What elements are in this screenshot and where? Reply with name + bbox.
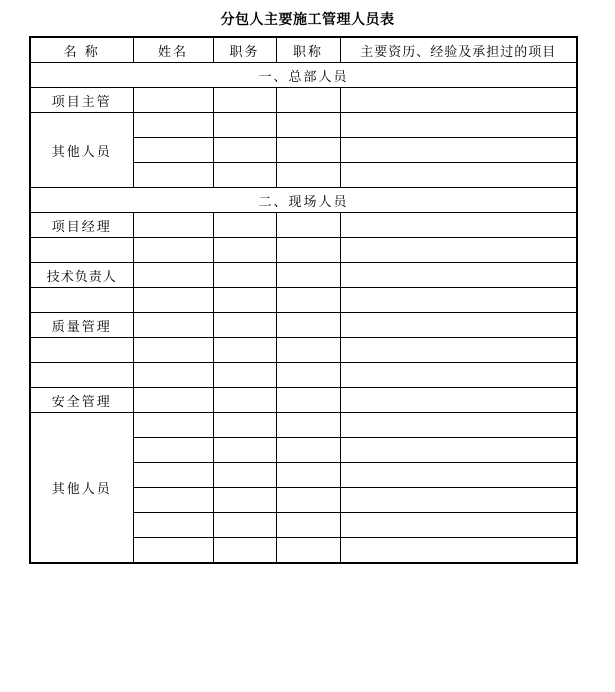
cell-position[interactable] — [213, 238, 276, 263]
cell-position[interactable] — [213, 338, 276, 363]
cell-rank[interactable] — [276, 413, 340, 438]
cell-rank[interactable] — [276, 438, 340, 463]
cell-experience[interactable] — [340, 388, 577, 413]
header-experience: 主要资历、经验及承担过的项目 — [340, 37, 577, 63]
cell-position[interactable] — [213, 263, 276, 288]
staff-table — [29, 36, 578, 564]
table-row — [30, 313, 577, 338]
cell-experience[interactable] — [340, 538, 577, 564]
cell-position[interactable] — [213, 363, 276, 388]
cell-position[interactable] — [213, 163, 276, 188]
table-row — [30, 388, 577, 413]
cell-rank[interactable] — [276, 88, 340, 113]
role-technical-lead: 技术负责人 — [30, 263, 133, 288]
cell-person[interactable] — [133, 388, 213, 413]
section-row-site — [30, 188, 577, 213]
cell-experience[interactable] — [340, 438, 577, 463]
cell-person[interactable] — [133, 538, 213, 564]
cell-position[interactable] — [213, 88, 276, 113]
cell-experience[interactable] — [340, 213, 577, 238]
cell-person[interactable] — [133, 238, 213, 263]
cell-rank[interactable] — [276, 513, 340, 538]
cell-experience[interactable] — [340, 313, 577, 338]
cell-role-blank[interactable] — [30, 288, 133, 313]
cell-position[interactable] — [213, 513, 276, 538]
cell-rank[interactable] — [276, 238, 340, 263]
cell-rank[interactable] — [276, 388, 340, 413]
cell-person[interactable] — [133, 488, 213, 513]
cell-experience[interactable] — [340, 138, 577, 163]
cell-person[interactable] — [133, 138, 213, 163]
cell-experience[interactable] — [340, 238, 577, 263]
cell-rank[interactable] — [276, 488, 340, 513]
cell-experience[interactable] — [340, 513, 577, 538]
cell-rank[interactable] — [276, 113, 340, 138]
cell-role-blank[interactable] — [30, 363, 133, 388]
table-row — [30, 413, 577, 438]
cell-experience[interactable] — [340, 88, 577, 113]
cell-rank[interactable] — [276, 163, 340, 188]
cell-position[interactable] — [213, 288, 276, 313]
cell-experience[interactable] — [340, 488, 577, 513]
cell-position[interactable] — [213, 313, 276, 338]
table-row — [30, 238, 577, 263]
cell-rank[interactable] — [276, 213, 340, 238]
role-quality-manager: 质量管理 — [30, 313, 133, 338]
cell-position[interactable] — [213, 213, 276, 238]
cell-position[interactable] — [213, 488, 276, 513]
cell-position[interactable] — [213, 463, 276, 488]
cell-position[interactable] — [213, 438, 276, 463]
cell-person[interactable] — [133, 338, 213, 363]
cell-person[interactable] — [133, 313, 213, 338]
cell-person[interactable] — [133, 163, 213, 188]
document-title: 分包人主要施工管理人员表 — [220, 12, 395, 28]
table-row — [30, 288, 577, 313]
header-row — [30, 37, 577, 63]
table-row — [30, 363, 577, 388]
cell-person[interactable] — [133, 513, 213, 538]
cell-role-blank[interactable] — [30, 338, 133, 363]
cell-person[interactable] — [133, 413, 213, 438]
cell-person[interactable] — [133, 263, 213, 288]
cell-position[interactable] — [213, 413, 276, 438]
cell-person[interactable] — [133, 463, 213, 488]
header-name: 名 称 — [30, 37, 133, 63]
cell-person[interactable] — [133, 288, 213, 313]
cell-rank[interactable] — [276, 463, 340, 488]
role-other-staff-site: 其他人员 — [30, 413, 133, 564]
role-project-supervisor: 项目主管 — [30, 88, 133, 113]
cell-person[interactable] — [133, 438, 213, 463]
header-rank: 职称 — [276, 37, 340, 63]
cell-experience[interactable] — [340, 463, 577, 488]
cell-person[interactable] — [133, 88, 213, 113]
cell-rank[interactable] — [276, 138, 340, 163]
cell-position[interactable] — [213, 138, 276, 163]
cell-experience[interactable] — [340, 263, 577, 288]
cell-person[interactable] — [133, 213, 213, 238]
table-row — [30, 113, 577, 138]
section-hq-label: 一、总部人员 — [30, 63, 577, 88]
cell-role-blank[interactable] — [30, 238, 133, 263]
cell-position[interactable] — [213, 388, 276, 413]
table-row — [30, 338, 577, 363]
cell-position[interactable] — [213, 113, 276, 138]
cell-experience[interactable] — [340, 338, 577, 363]
table-row — [30, 263, 577, 288]
cell-person[interactable] — [133, 363, 213, 388]
cell-experience[interactable] — [340, 363, 577, 388]
cell-experience[interactable] — [340, 413, 577, 438]
cell-rank[interactable] — [276, 313, 340, 338]
cell-position[interactable] — [213, 538, 276, 564]
cell-experience[interactable] — [340, 113, 577, 138]
role-other-staff-hq: 其他人员 — [30, 113, 133, 188]
section-row-hq — [30, 63, 577, 88]
cell-rank[interactable] — [276, 538, 340, 564]
cell-experience[interactable] — [340, 163, 577, 188]
table-row — [30, 88, 577, 113]
cell-rank[interactable] — [276, 363, 340, 388]
cell-experience[interactable] — [340, 288, 577, 313]
cell-person[interactable] — [133, 113, 213, 138]
table-row — [30, 213, 577, 238]
cell-rank[interactable] — [276, 338, 340, 363]
section-site-label: 二、现场人员 — [30, 188, 577, 213]
cell-rank[interactable] — [276, 263, 340, 288]
role-project-manager: 项目经理 — [30, 213, 133, 238]
role-safety-manager: 安全管理 — [30, 388, 133, 413]
header-position: 职务 — [213, 37, 276, 63]
header-person: 姓名 — [133, 37, 213, 63]
cell-rank[interactable] — [276, 288, 340, 313]
